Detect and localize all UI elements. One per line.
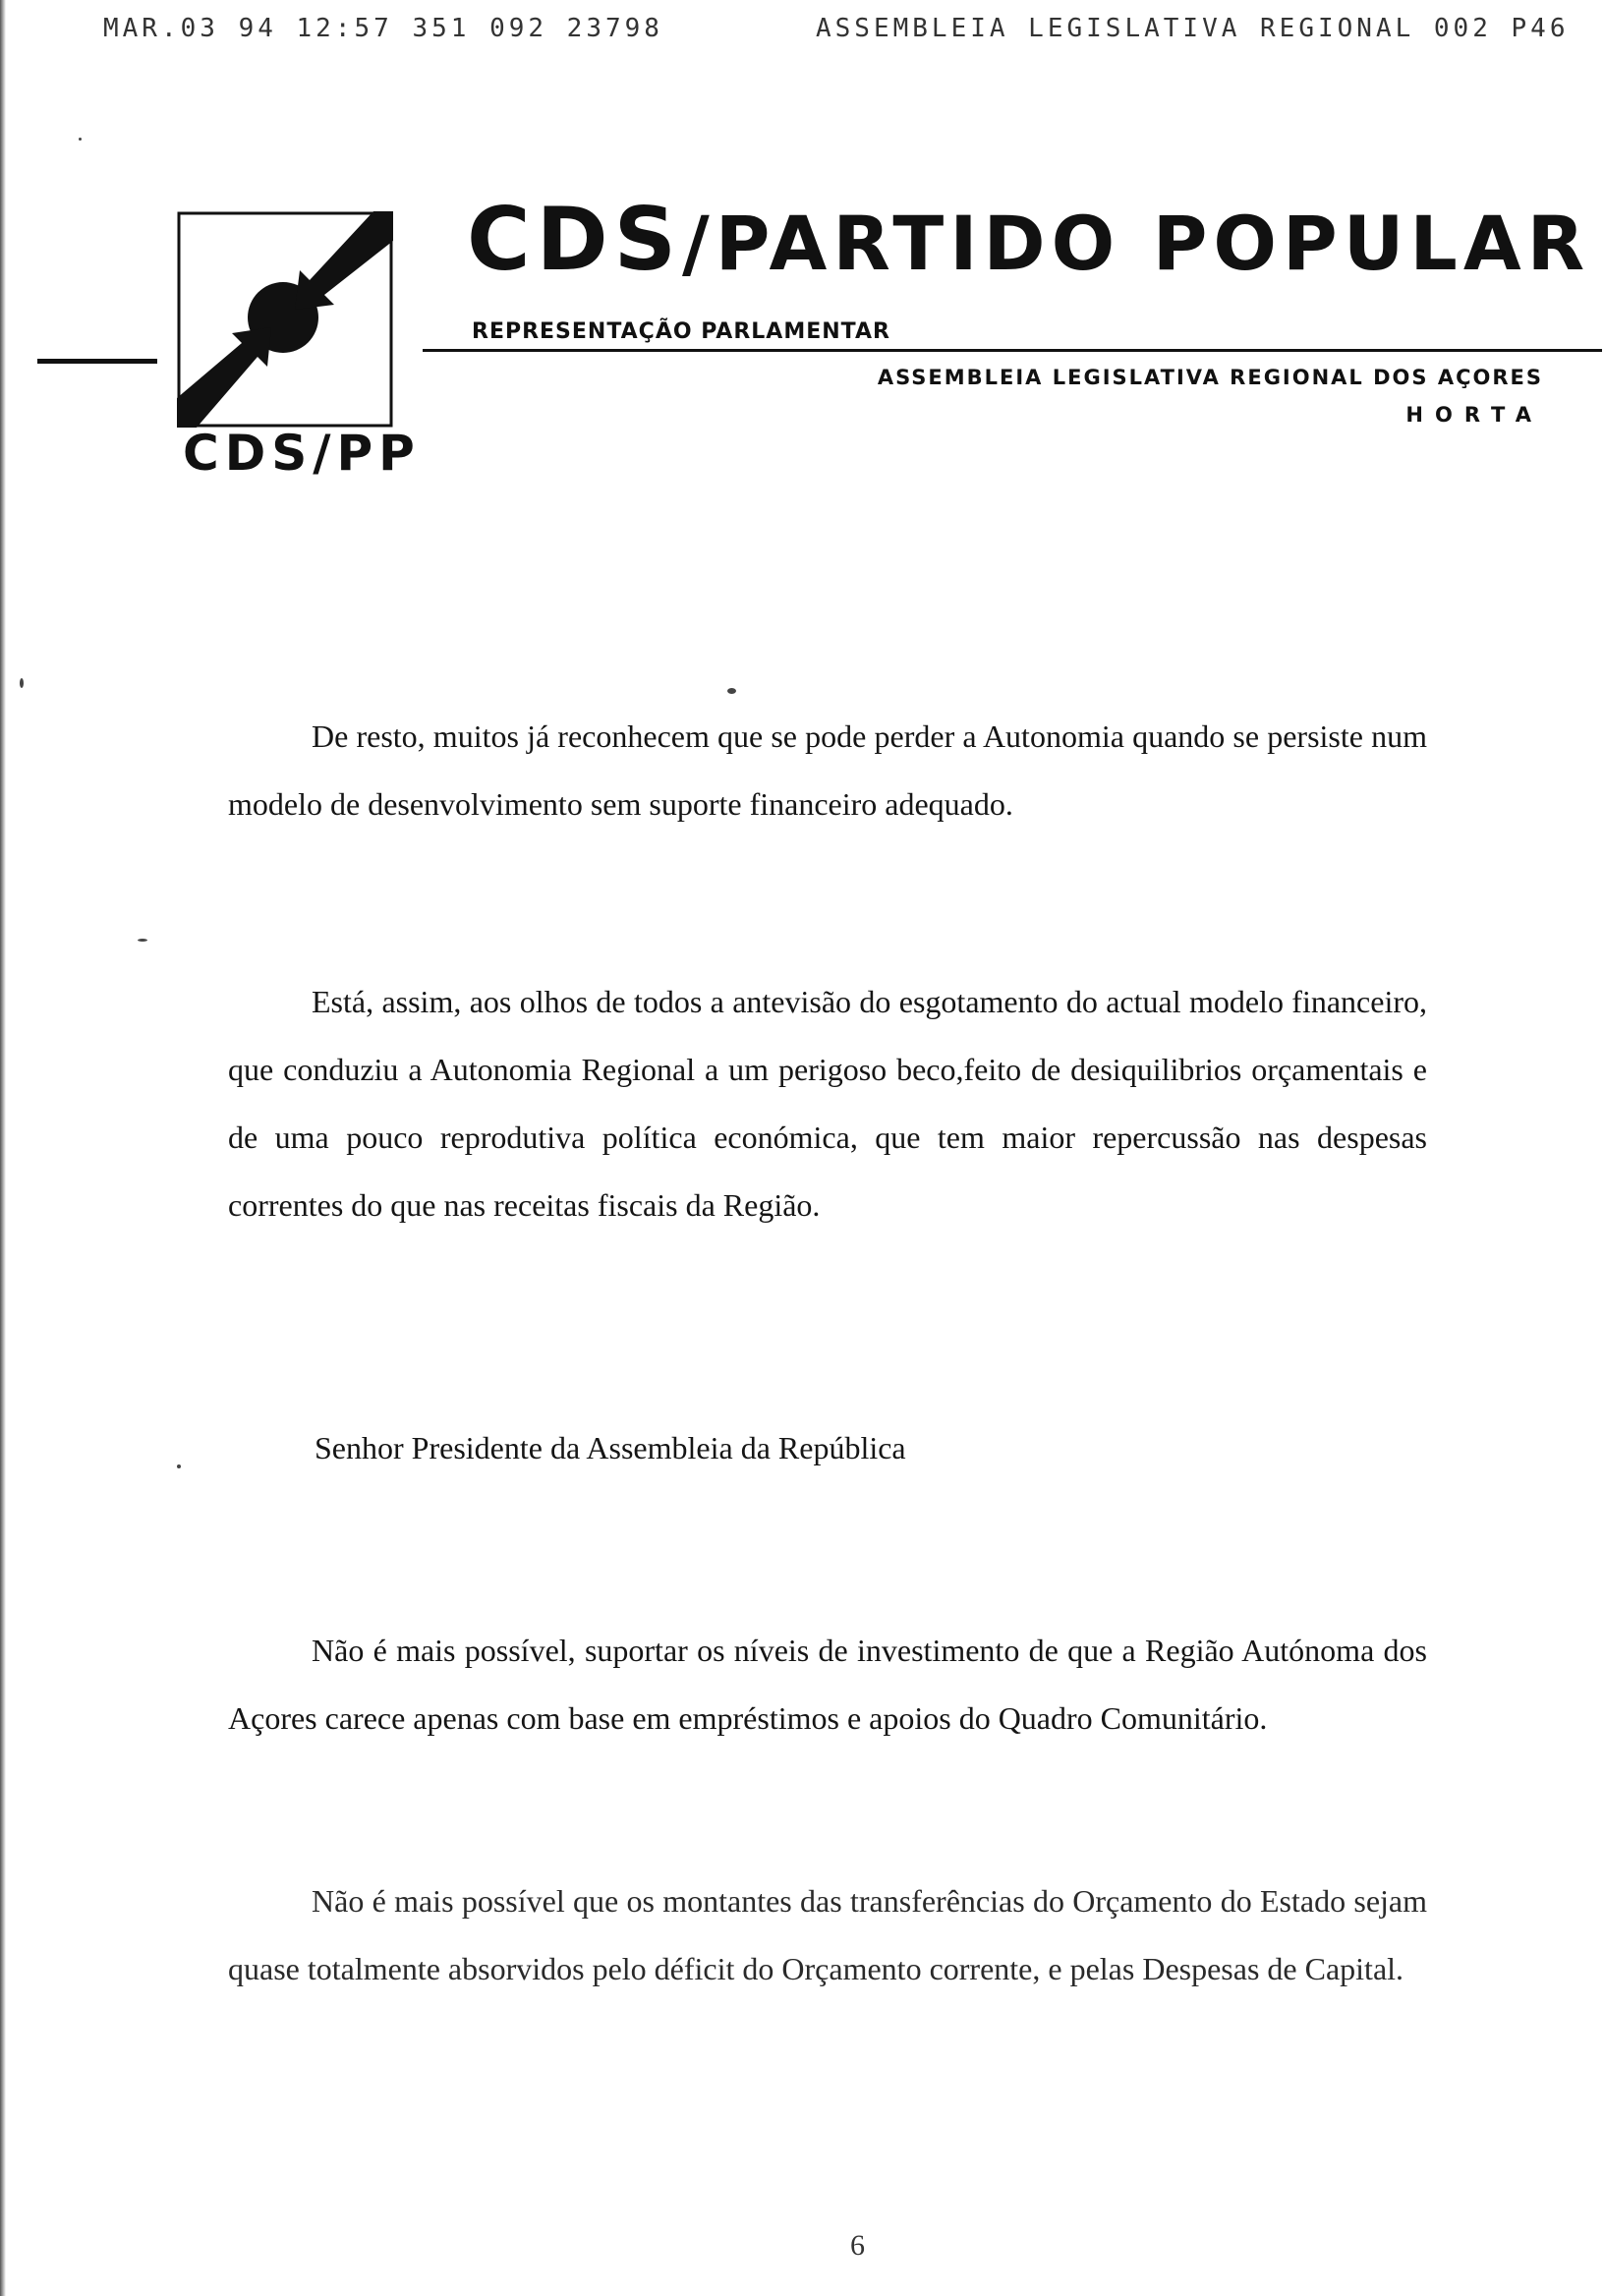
scan-speck bbox=[138, 939, 147, 942]
logo-caption: CDS/PP bbox=[183, 425, 421, 482]
paragraph-1-text: De resto, muitos já reconhecem que se pode perder a Autonomia quando se persiste num modelo de desenvolvimento sem suporte financeiro adequado. bbox=[228, 718, 1427, 822]
assembly-name: ASSEMBLEIA LEGISLATIVA REGIONAL DOS AÇORES bbox=[877, 366, 1543, 389]
scan-speck bbox=[177, 1464, 181, 1468]
letterhead-subtitle: REPRESENTAÇÃO PARLAMENTAR bbox=[472, 319, 890, 344]
paragraph-2 bbox=[228, 968, 1427, 1239]
party-logo-icon bbox=[177, 211, 393, 428]
scan-speck bbox=[20, 678, 24, 688]
paragraph-3-text: Não é mais possível, suportar os níveis de investimento de que a Região Autónoma dos Açores carece apenas com base em empréstimos e apoios do Quadro Comunitário. bbox=[228, 1633, 1427, 1736]
scan-edge bbox=[0, 0, 6, 2296]
paragraph-2-text: Está, assim, aos olhos de todos a antevisão do esgotamento do actual modelo financeiro, que conduziu a Autonomia Regional a um perigoso beco,feito de desiquilibrios orçamentais e de uma pouco reprodutiva política económica, que tem maior repercussão nas despesas correntes do que nas receitas fiscais da Região. bbox=[228, 984, 1427, 1223]
party-title-rest: /PARTIDO POPULAR bbox=[682, 200, 1591, 287]
party-title-main: CDS bbox=[467, 189, 683, 290]
fax-header bbox=[0, 14, 1604, 53]
fax-header-left: MAR.03 94 12:57 351 092 23798 bbox=[103, 14, 663, 43]
page-number: 6 bbox=[850, 2229, 865, 2262]
city-name: HORTA bbox=[1405, 403, 1543, 427]
party-title bbox=[467, 189, 1591, 290]
paragraph-4 bbox=[228, 1867, 1427, 2003]
salutation: Senhor Presidente da Assembleia da República bbox=[315, 1430, 906, 1465]
scan-speck bbox=[79, 138, 82, 141]
scan-speck bbox=[727, 688, 736, 694]
paragraph-3 bbox=[228, 1617, 1427, 1752]
letterhead-rule bbox=[423, 349, 1602, 352]
paragraph-1 bbox=[228, 703, 1427, 838]
paragraph-4-text: Não é mais possível que os montantes das transferências do Orçamento do Estado sejam quase totalmente absorvidos pelo déficit do Orçamento corrente, e pelas Despesas de Capital. bbox=[228, 1883, 1427, 1986]
fax-header-right: ASSEMBLEIA LEGISLATIVA REGIONAL 002 P46 bbox=[816, 14, 1570, 43]
letterhead-left-rule bbox=[37, 359, 157, 364]
